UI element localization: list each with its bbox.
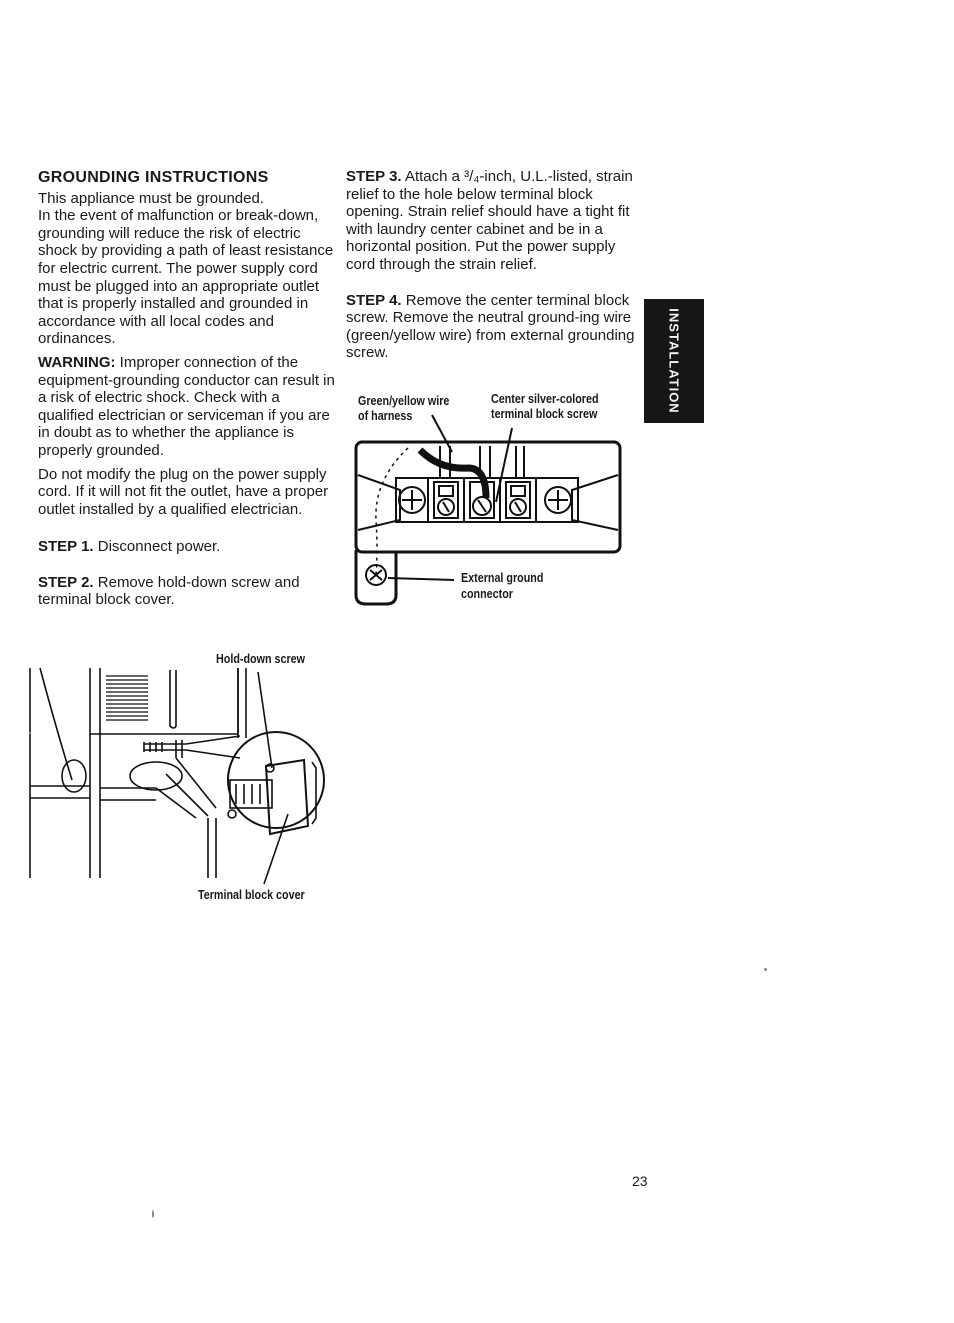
ground-label-line-2: connector	[461, 587, 513, 601]
step-1	[38, 538, 338, 556]
intro-paragraph-2: In the event of malfunction or break-down, grounding will reduce the risk of electric shock by providing a path of least resistance for electric current. The power supply cord must be plugged into an appropriate outlet that is properly installed and grounded in accordance with all local codes and ordinances.	[38, 207, 334, 348]
installation-side-tab	[644, 299, 704, 423]
modify-plug-paragraph: Do not modify the plug on the power supply cord. If it will not fit the outlet, have a proper outlet installed by a qualified electrician.	[38, 465, 329, 518]
terminal-block-cover-label: Terminal block cover	[198, 888, 305, 902]
warning-label: WARNING:	[38, 353, 116, 371]
holddown-screw-label: Hold-down screw	[216, 652, 305, 666]
dryer-figure	[26, 648, 336, 908]
step-2	[38, 574, 338, 609]
side-tab-label: INSTALLATION	[666, 308, 682, 414]
terminal-block-figure	[340, 390, 630, 615]
warning-paragraph	[38, 354, 338, 460]
left-column	[38, 169, 338, 609]
screw-label-line-1: Center silver-colored	[491, 392, 599, 406]
intro-paragraph-1: This appliance must be grounded.	[38, 189, 264, 207]
step-3	[346, 168, 646, 274]
section-heading: GROUNDING INSTRUCTIONS	[38, 169, 269, 186]
scan-speck	[29, 732, 31, 734]
dryer-illustration	[26, 648, 336, 908]
step-4-label: STEP 4.	[346, 291, 402, 309]
step-2-text: Remove hold-down screw and terminal block cover.	[38, 573, 300, 609]
scan-speck	[764, 968, 767, 971]
screw-label-line-2: terminal block screw	[491, 407, 598, 421]
step-3-text: Attach a ³/₄-inch, U.L.-listed, strain relief to the hole below terminal block opening. Strain relief should have a tight fit with laundry center cabinet and be in a horizontal position. Put the power supply cord through the strain relief.	[346, 168, 633, 273]
step-1-text: Disconnect power.	[97, 538, 221, 556]
step-4	[346, 292, 646, 362]
step-3-label: STEP 3.	[346, 168, 402, 185]
step-4-text: Remove the center terminal block screw. Remove the neutral ground-ing wire (green/yellow wire) from external grounding screw.	[346, 291, 635, 362]
ground-label-line-1: External ground	[461, 571, 544, 585]
scan-speck	[152, 1210, 154, 1218]
right-column	[346, 168, 646, 362]
wire-label-line-1: Green/yellow wire	[358, 394, 450, 408]
step-2-label: STEP 2.	[38, 573, 94, 591]
warning-text: Improper connection of the equipment-grounding conductor can result in a risk of electric shock. Check with a qualified electrician or serviceman if you are in doubt as to whether the appliance is properly grounded.	[38, 353, 335, 459]
page-number: 23	[632, 1173, 648, 1189]
step-1-label: STEP 1.	[38, 538, 94, 556]
wire-label-line-2: of harness	[358, 409, 413, 423]
